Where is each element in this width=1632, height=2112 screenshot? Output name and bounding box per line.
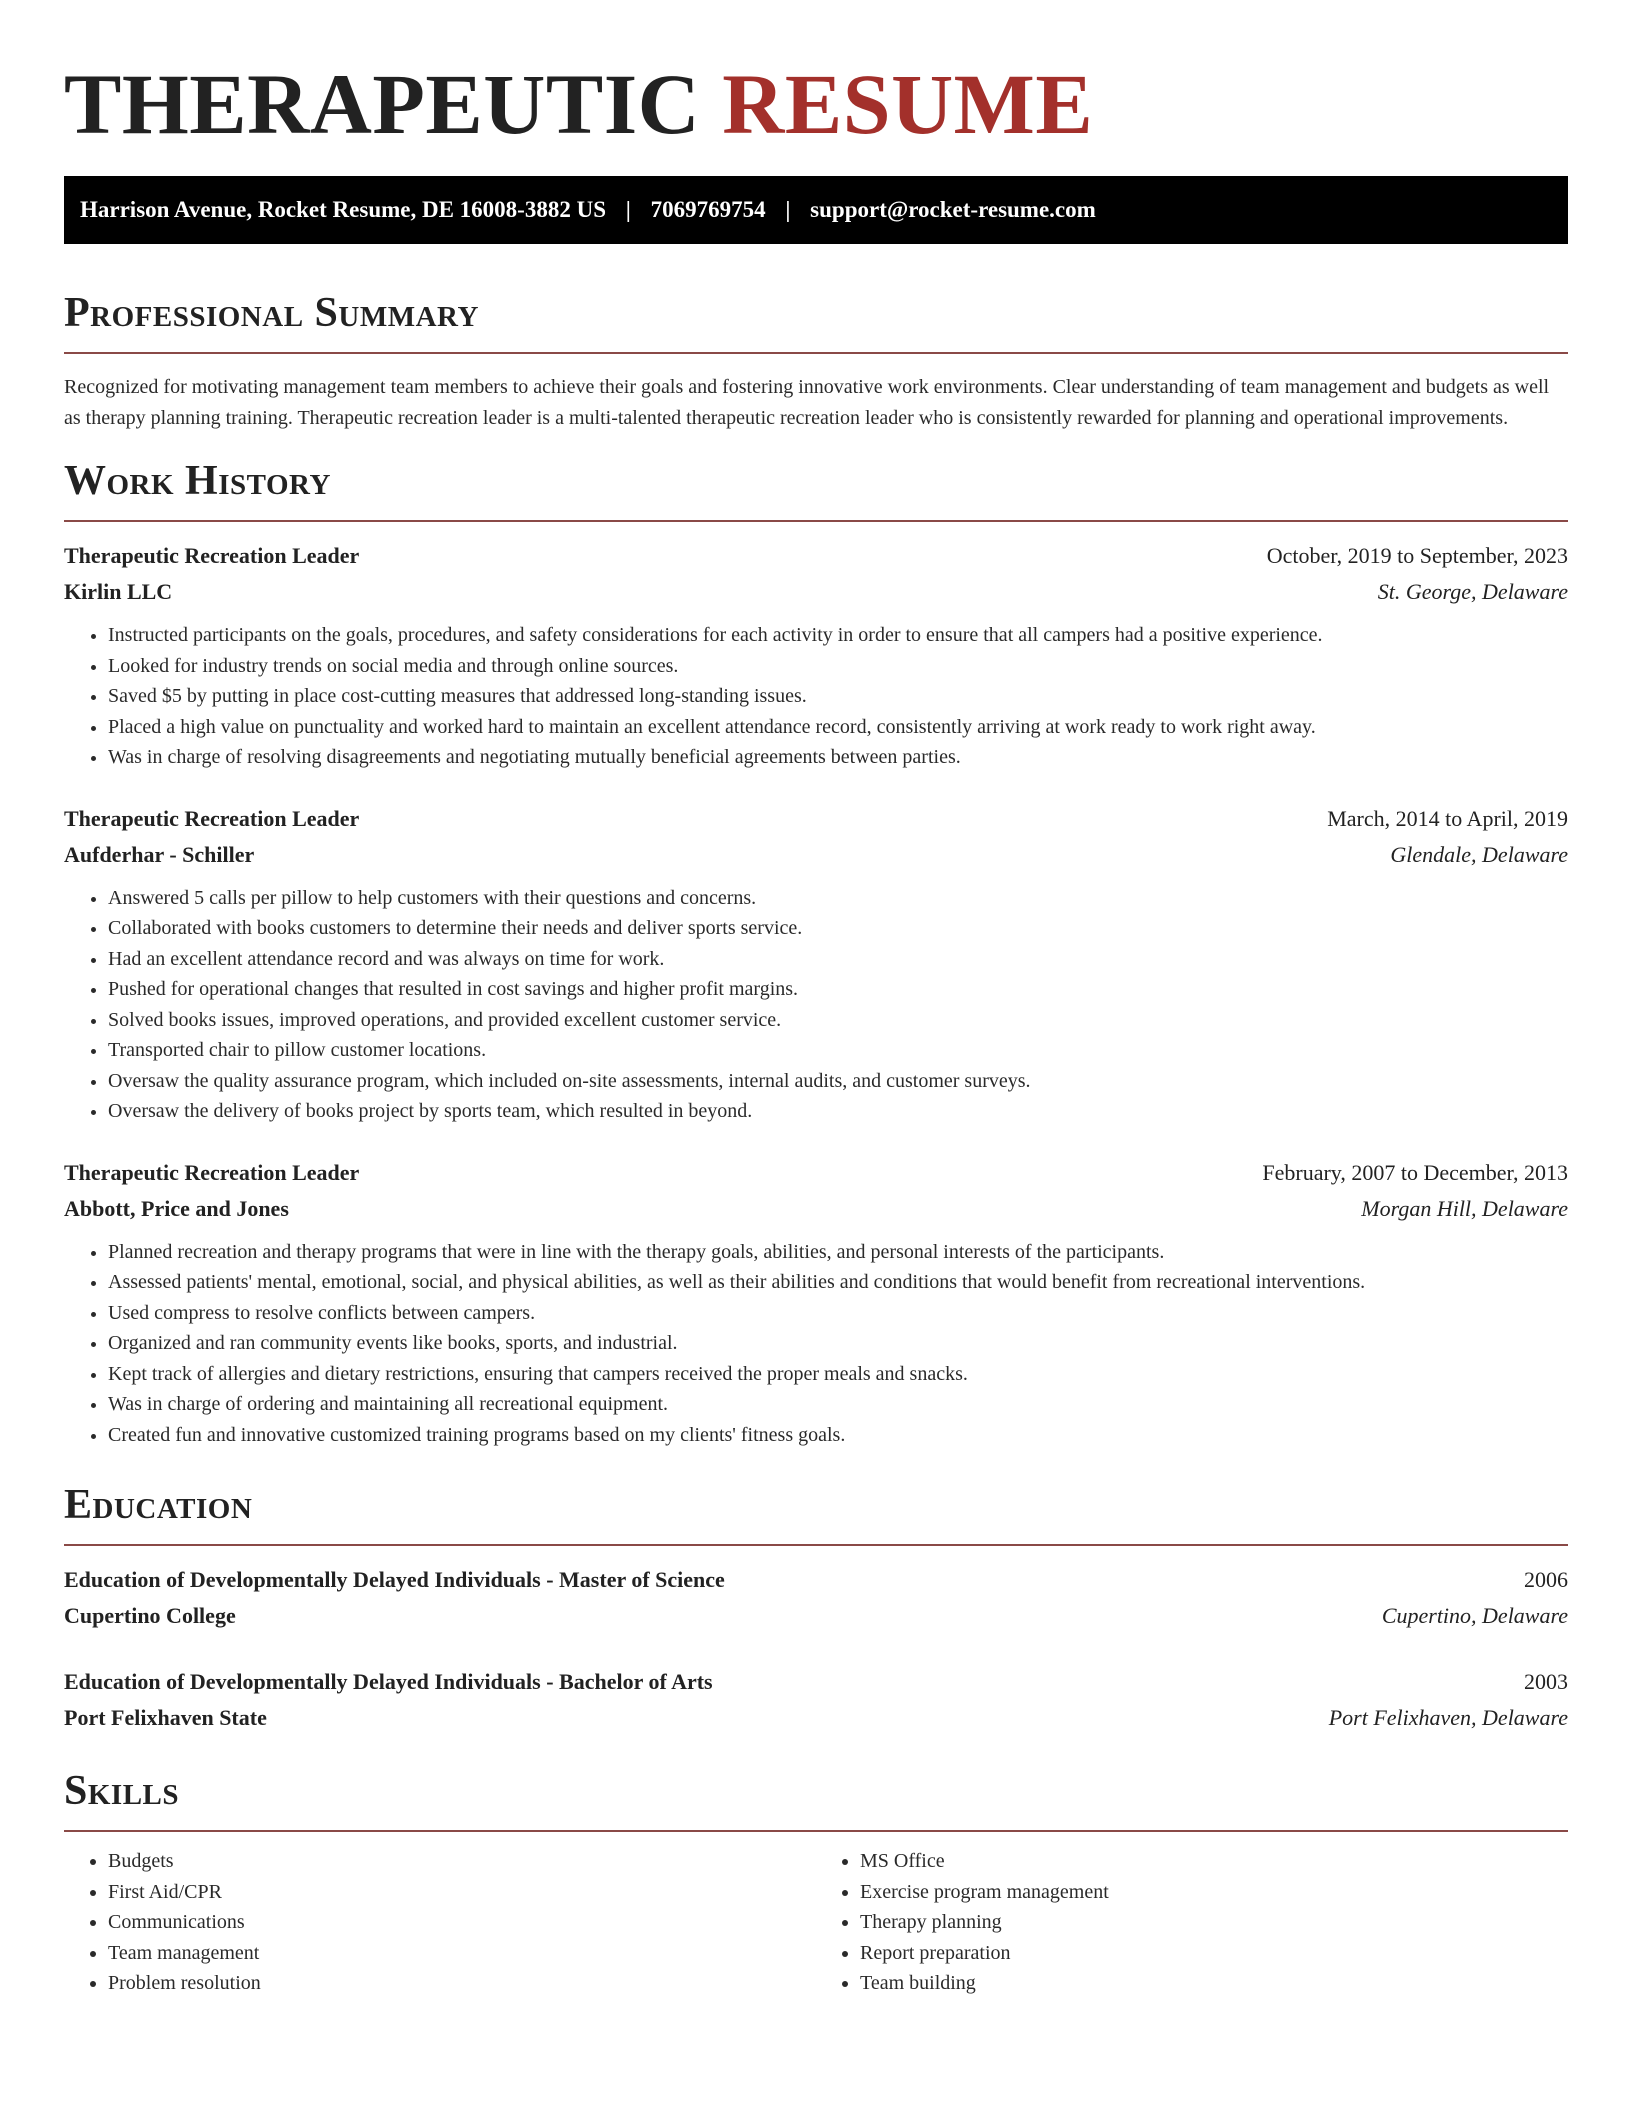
section-divider bbox=[64, 1830, 1568, 1832]
job-dates: October, 2019 to September, 2023 bbox=[1266, 543, 1568, 568]
job-bullet: • Organized and ran community events like books, sports, and industrial. bbox=[108, 1328, 1568, 1359]
job-bullets bbox=[64, 620, 1568, 773]
job-bullet: • Looked for industry trends on social media and through online sources. bbox=[108, 651, 1568, 682]
contact-separator: | bbox=[625, 197, 631, 222]
summary-text: Recognized for motivating management team members to achieve their goals and fostering innovative work environments. Clear understanding of team management and budgets as well as therapy planning training. Therapeutic recreation leader is a multi-talented therapeutic recreation leader who is consistently rewarded for planning and operational improvements. bbox=[64, 376, 1550, 429]
education-section bbox=[64, 1480, 1568, 1736]
job-bullet: • Collaborated with books customers to determine their needs and deliver sports service. bbox=[108, 913, 1568, 944]
job-bullet: • Used compress to resolve conflicts between campers. bbox=[108, 1298, 1568, 1329]
skill-item: • Exercise program management bbox=[860, 1877, 1568, 1908]
job-title: Therapeutic Recreation Leader bbox=[64, 805, 360, 831]
job-bullet: • Was in charge of resolving disagreements and negotiating mutually beneficial agreements between parties. bbox=[108, 742, 1568, 773]
job-bullet: • Planned recreation and therapy programs that were in line with the therapy goals, abilities, and personal interests of the participants. bbox=[108, 1237, 1568, 1268]
skills-columns bbox=[64, 1846, 1568, 1999]
summary-heading: Professional Summary bbox=[64, 290, 479, 336]
education-school-row bbox=[64, 1700, 1568, 1736]
education-entry bbox=[64, 1664, 1568, 1736]
job-bullet: • Oversaw the quality assurance program, which included on-site assessments, internal audits, and customer surveys. bbox=[108, 1066, 1568, 1097]
contact-phone: 7069769754 bbox=[650, 197, 766, 222]
section-divider bbox=[64, 352, 1568, 354]
education-school: Cupertino College bbox=[64, 1603, 236, 1628]
skill-item: • Budgets bbox=[108, 1846, 816, 1877]
skill-item: • Team management bbox=[108, 1938, 816, 1969]
job-title: Therapeutic Recreation Leader bbox=[64, 1159, 360, 1185]
section-divider bbox=[64, 1544, 1568, 1546]
skill-item: • Team building bbox=[860, 1968, 1568, 1999]
job-company: Abbott, Price and Jones bbox=[64, 1195, 289, 1221]
education-header-row bbox=[64, 1562, 1568, 1598]
education-degree: Education of Developmentally Delayed Individuals - Bachelor of Arts bbox=[64, 1669, 713, 1694]
job-bullet: • Kept track of allergies and dietary restrictions, ensuring that campers received the proper meals and snacks. bbox=[108, 1359, 1568, 1390]
education-degree: Education of Developmentally Delayed Individuals - Master of Science bbox=[64, 1567, 725, 1592]
job-company-row bbox=[64, 1191, 1568, 1227]
job-bullet: • Answered 5 calls per pillow to help customers with their questions and concerns. bbox=[108, 883, 1568, 914]
skill-item: • Therapy planning bbox=[860, 1907, 1568, 1938]
education-school-row bbox=[64, 1598, 1568, 1634]
education-heading: Education bbox=[64, 1482, 253, 1528]
education-school: Port Felixhaven State bbox=[64, 1705, 267, 1730]
skills-section bbox=[64, 1766, 1568, 1999]
job-header-row bbox=[64, 801, 1568, 837]
education-list bbox=[64, 1562, 1568, 1736]
education-year: 2006 bbox=[1524, 1567, 1568, 1592]
job-bullet: • Saved $5 by putting in place cost-cutting measures that addressed long-standing issues. bbox=[108, 681, 1568, 712]
skill-item: • First Aid/CPR bbox=[108, 1877, 816, 1908]
skills-column-left bbox=[64, 1846, 816, 1999]
work-history-section bbox=[64, 456, 1568, 1450]
job-bullet: • Transported chair to pillow customer locations. bbox=[108, 1035, 1568, 1066]
job-bullet: • Solved books issues, improved operations, and provided excellent customer service. bbox=[108, 1005, 1568, 1036]
education-location: Port Felixhaven, Delaware bbox=[1328, 1705, 1568, 1730]
job-location: St. George, Delaware bbox=[1377, 579, 1568, 604]
summary-section bbox=[64, 288, 1568, 434]
job-bullets bbox=[64, 883, 1568, 1127]
job-bullet: • Had an excellent attendance record and was always on time for work. bbox=[108, 944, 1568, 975]
job-bullet: • Created fun and innovative customized training programs based on my clients' fitness goals. bbox=[108, 1420, 1568, 1451]
contact-separator: | bbox=[785, 197, 791, 222]
education-location: Cupertino, Delaware bbox=[1381, 1603, 1568, 1628]
job-company: Aufderhar - Schiller bbox=[64, 841, 255, 867]
job-entry bbox=[64, 538, 1568, 773]
job-header-row bbox=[64, 538, 1568, 574]
job-title: Therapeutic Recreation Leader bbox=[64, 543, 360, 568]
skills-heading: Skills bbox=[64, 1768, 180, 1814]
job-dates: February, 2007 to December, 2013 bbox=[1262, 1159, 1568, 1185]
job-bullet: • Pushed for operational changes that resulted in cost savings and higher profit margins. bbox=[108, 974, 1568, 1005]
section-divider bbox=[64, 520, 1568, 522]
skill-item: • Problem resolution bbox=[108, 1968, 816, 1999]
resume-name bbox=[64, 0, 1568, 172]
education-year: 2003 bbox=[1524, 1669, 1568, 1694]
job-bullets bbox=[64, 1237, 1568, 1451]
contact-address: Harrison Avenue, Rocket Resume, DE 16008-3882 US bbox=[80, 197, 606, 222]
job-location: Glendale, Delaware bbox=[1390, 841, 1568, 867]
job-entry bbox=[64, 801, 1568, 1127]
skill-item: • Communications bbox=[108, 1907, 816, 1938]
name-last: RESUME bbox=[722, 56, 1094, 152]
job-bullet: • Assessed patients' mental, emotional, social, and physical abilities, as well as their abilities and conditions that would benefit from recreational interventions. bbox=[108, 1267, 1568, 1298]
job-bullet: • Instructed participants on the goals, procedures, and safety considerations for each activity in order to ensure that all campers had a positive experience. bbox=[108, 620, 1568, 651]
job-location: Morgan Hill, Delaware bbox=[1361, 1195, 1568, 1221]
name-first: THERAPEUTIC bbox=[64, 56, 701, 152]
job-bullet: • Oversaw the delivery of books project by sports team, which resulted in beyond. bbox=[108, 1096, 1568, 1127]
skill-item: • Report preparation bbox=[860, 1938, 1568, 1969]
contact-email: support@rocket-resume.com bbox=[810, 197, 1096, 222]
job-company-row bbox=[64, 574, 1568, 610]
work-history-heading: Work History bbox=[64, 458, 331, 504]
contact-bar bbox=[64, 176, 1568, 244]
job-dates: March, 2014 to April, 2019 bbox=[1327, 805, 1568, 831]
job-company: Kirlin LLC bbox=[64, 579, 173, 604]
job-list bbox=[64, 538, 1568, 1450]
skill-item: • MS Office bbox=[860, 1846, 1568, 1877]
job-header-row bbox=[64, 1155, 1568, 1191]
job-bullet: • Was in charge of ordering and maintaining all recreational equipment. bbox=[108, 1389, 1568, 1420]
education-header-row bbox=[64, 1664, 1568, 1700]
job-company-row bbox=[64, 837, 1568, 873]
job-bullet: • Placed a high value on punctuality and worked hard to maintain an excellent attendance record, consistently arriving at work ready to work right away. bbox=[108, 712, 1568, 743]
education-entry bbox=[64, 1562, 1568, 1634]
skills-column-right bbox=[816, 1846, 1568, 1999]
job-entry bbox=[64, 1155, 1568, 1451]
